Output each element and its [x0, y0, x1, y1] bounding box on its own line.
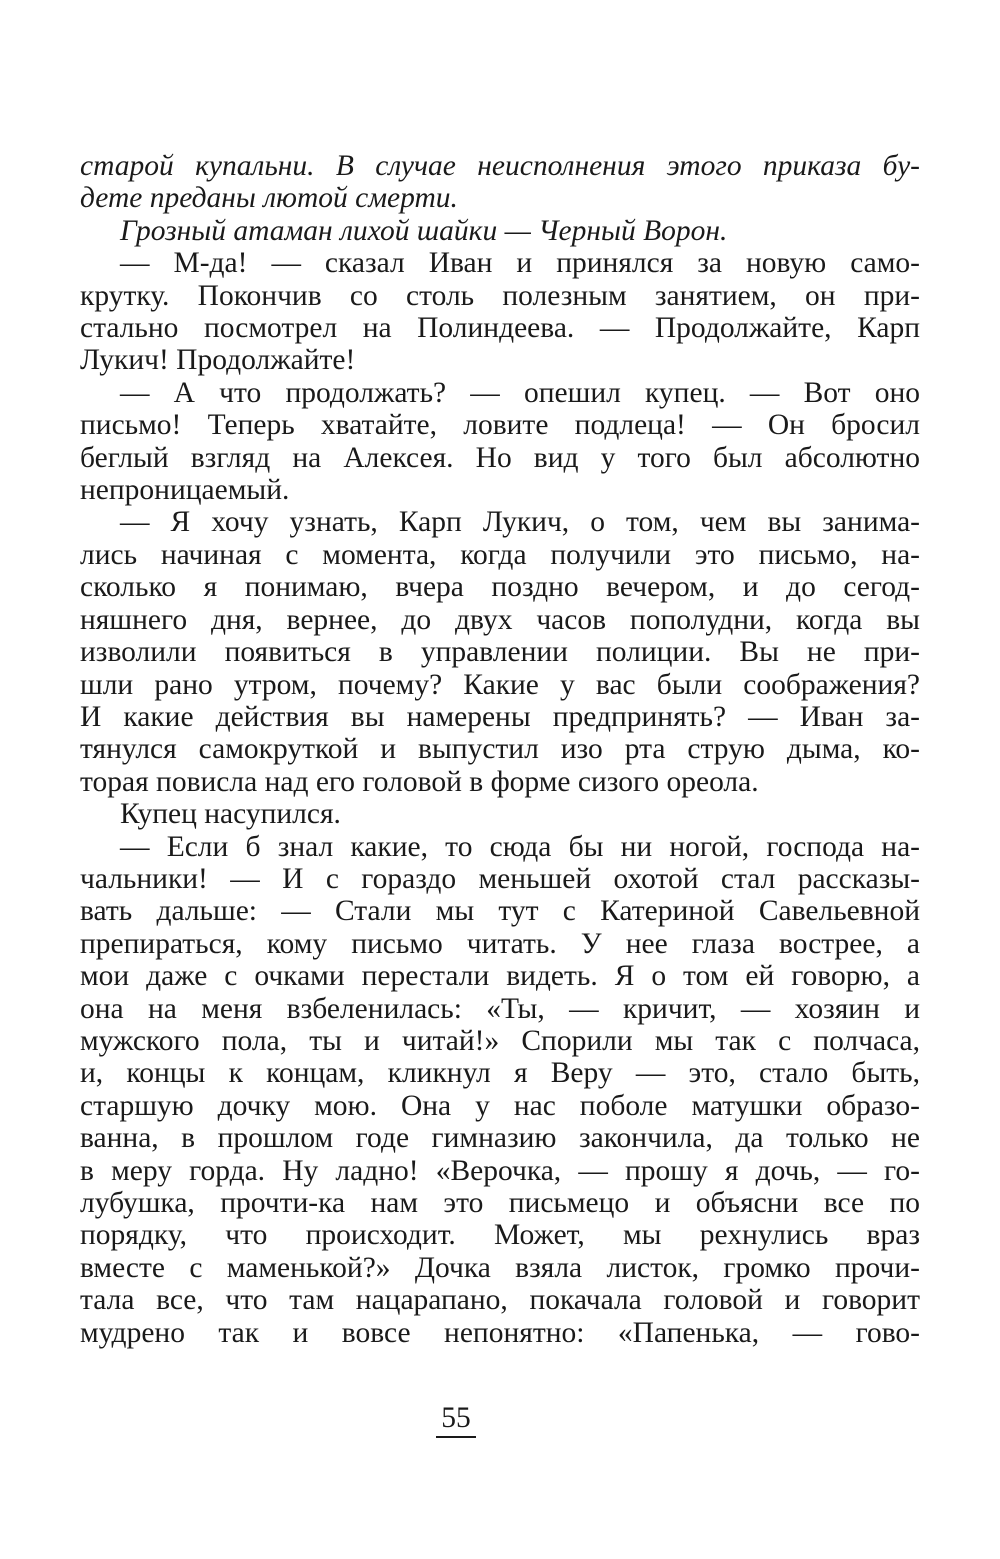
text-line: тала все, что там нацарапано, покачала головой и говорит — [80, 1284, 920, 1317]
text-line: мужского пола, ты и читай!» Спорили мы так с полчаса, — [80, 1024, 920, 1057]
text-line: няшнего дня, вернее, до двух часов пополудни, когда вы — [80, 603, 920, 636]
text-line: — Если б знал какие, то сюда бы ни ногой, господа на- — [120, 830, 920, 863]
text-line: старшую дочку мою. Она у нас поболе матушки образо- — [80, 1089, 920, 1122]
text-line: непроницаемый. — [80, 474, 290, 507]
text-line: и, концы к концам, кликнул я Веру — это, стало быть, — [80, 1057, 920, 1090]
text-line: сколько я понимаю, вчера поздно вечером, и до сегод- — [80, 571, 920, 604]
text-line: тянулся самокруткой и выпустил изо рта струю дыма, ко- — [80, 733, 920, 766]
text-line: беглый взгляд на Алексея. Но вид у того был абсолютно — [80, 441, 920, 474]
text-line: дете преданы лютой смерти. — [80, 182, 458, 215]
text-line: крутку. Покончив со столь полезным занятием, он при- — [80, 279, 920, 312]
text-line: в меру горда. Ну ладно! «Верочка, — прошу я дочь, — го- — [80, 1154, 920, 1187]
text-line: Лукич! Продолжайте! — [80, 344, 356, 377]
page-text — [80, 150, 920, 1349]
text-line: торая повисла над его головой в форме сизого ореола. — [80, 765, 759, 798]
text-line: — М-да! — сказал Иван и принялся за новую само- — [120, 247, 920, 280]
text-line: шли рано утром, почему? Какие у вас были соображения? — [80, 668, 920, 701]
text-line: лись начиная с момента, когда получили это письмо, на- — [80, 538, 920, 571]
text-line: письмо! Теперь хватайте, ловите подлеца! — Он бросил — [80, 409, 920, 442]
text-line: ванна, в прошлом годе гимназию закончила, да только не — [80, 1122, 920, 1155]
text-line: мудрено так и вовсе непонятно: «Папенька, — гово- — [80, 1316, 920, 1349]
text-line: вместе с маменькой?» Дочка взяла листок, громко прочи- — [80, 1251, 920, 1284]
text-line: стально посмотрел на Полиндеева. — Продолжайте, Карп — [80, 312, 920, 345]
text-line: — Я хочу узнать, Карп Лукич, о том, чем вы занима- — [120, 506, 920, 539]
text-line: вать дальше: — Стали мы тут с Катериной Савельевной — [80, 895, 920, 928]
text-line: Грозный атаман лихой шайки — Черный Ворон. — [120, 214, 728, 247]
text-line: И какие действия вы намерены предпринять? — Иван за- — [80, 700, 920, 733]
text-line: мои даже с очками перестали видеть. Я о том ей говорю, а — [80, 960, 920, 993]
text-line: изволили появиться в управлении полиции. Вы не при- — [80, 636, 920, 669]
text-line: — А что продолжать? — опешил купец. — Вот оно — [120, 376, 920, 409]
text-line: Купец насупился. — [120, 798, 341, 831]
text-line: лубушка, прочти-ка нам это письмецо и объясни все по — [80, 1187, 920, 1219]
text-line: чальники! — И с гораздо меньшей охотой стал рассказы- — [80, 862, 920, 895]
page-number: 55 — [436, 1402, 476, 1438]
text-line: порядку, что происходит. Может, мы рехнулись враз — [80, 1219, 920, 1252]
text-line: старой купальни. В случае неисполнения этого приказа бу- — [80, 150, 920, 182]
text-line: препираться, кому письмо читать. У нее глаза вострее, а — [80, 927, 920, 960]
text-line: она на меня взбеленилась: «Ты, — кричит, — хозяин и — [80, 992, 920, 1025]
